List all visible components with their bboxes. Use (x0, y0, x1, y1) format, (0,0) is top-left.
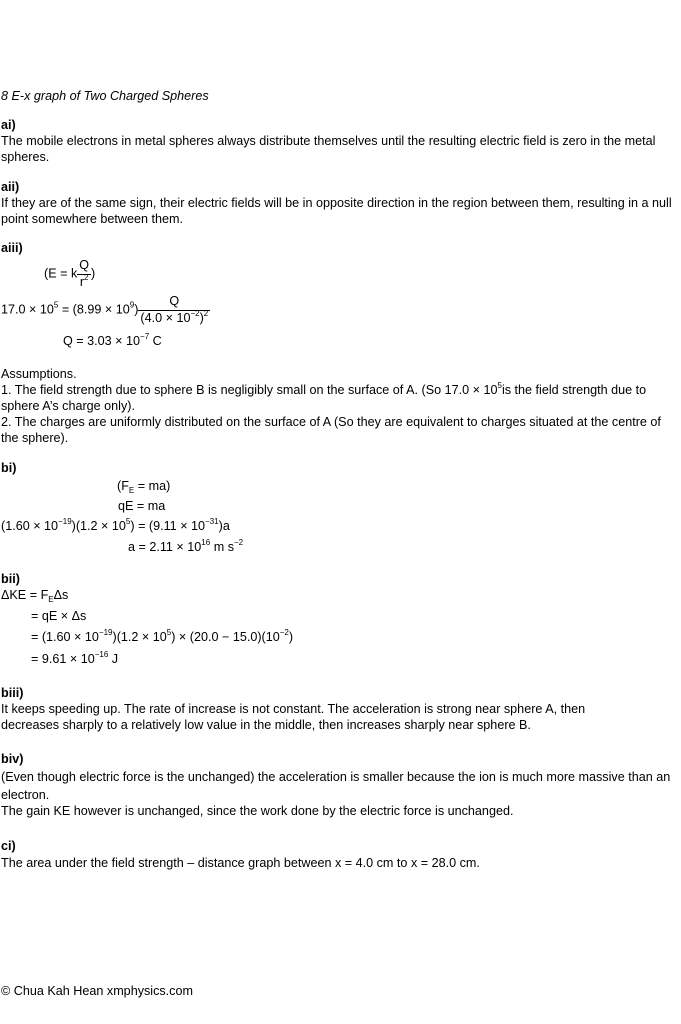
assumption-1: 1. The field strength due to sphere B is negligibly small on the surface of A. (So $17.0 \times 10^5is$ the field strength due to sphere A’s charge only). (1, 381, 647, 413)
equation-acceleration-result: $a = 2.11 \times 10^{16}$ m $s^{-2}$ (128, 538, 244, 554)
equation-work-energy: $\Delta KE = F_E\Delta s$ (1, 588, 69, 604)
equation-substitution: $17.0 \times 10^5 = (8.99 \times 10^9)$ $\frac{Q}{(4.0 \times 10^{-2})^2}$ (1, 294, 209, 325)
answer-ci: The area under the field strength – distance graph between x = 4.0 cm to x = 28.0 cm. (1, 856, 480, 870)
answer-biv-2: The gain KE however is unchanged, since the work done by the electric force is unchanged. (1, 804, 514, 818)
heading-ci: ci) (1, 839, 16, 853)
heading-biii: biii) (1, 686, 24, 700)
heading-biv: biv) (1, 752, 24, 766)
equation-coulomb-field: (E = k $\frac{Q}{r^2}$ ) (44, 258, 96, 289)
page-title: 8 E-x graph of Two Charged Spheres (1, 89, 209, 103)
heading-bii: bii) (1, 572, 20, 586)
equation-newton-law: $(F_E = ma)$ (117, 479, 171, 495)
answer-ai: The mobile electrons in metal spheres always distribute themselves until the resulting electric field is zero in the metal spheres. (1, 134, 656, 164)
assumption-2: 2. The charges are uniformly distributed on the surface of A (So they are equivalent to charges situated at the centre of the sphere). (1, 415, 661, 445)
answer-biii: It keeps speeding up. The rate of increase is not constant. The acceleration is strong near sphere A, then decreases sharply to a relatively low value in the middle, then increases sharply near sphere B. (1, 702, 586, 732)
equation-acceleration-substitution: $(1.60 \times 10^{-19})(1.2 \times 10^5) = (9.11 \times 10^{-31})a$ (1, 517, 230, 533)
heading-aii: aii) (1, 180, 20, 194)
equation-work-substitution: = $(1.60 \times 10^{-19})(1.2 \times 10^5) \times (20.0 - 15.0)(10^{-2})$ (31, 628, 294, 644)
footer-copyright: © Chua Kah Hean xmphysics.com (1, 984, 193, 998)
answer-aii: If they are of the same sign, their electric fields will be in opposite direction in the region between them, resulting in a null point somewhere between them. (1, 196, 672, 226)
heading-ai: ai) (1, 118, 16, 132)
equation-work-result: = $9.61 \times 10^{-16}$ J (31, 650, 119, 666)
equation-force: qE = ma (118, 499, 166, 513)
heading-aiii: aiii) (1, 241, 23, 255)
equation-work-force: = qE × Δs (31, 609, 87, 623)
equation-charge-result: $Q = 3.03 \times 10^{-7}$ C (63, 332, 162, 348)
heading-bi: bi) (1, 461, 17, 475)
assumptions-heading: Assumptions. (1, 367, 77, 381)
answer-biv-1: (Even though electric force is the unchanged) the acceleration is smaller because the ion is much more massive than an electron. (1, 770, 671, 802)
